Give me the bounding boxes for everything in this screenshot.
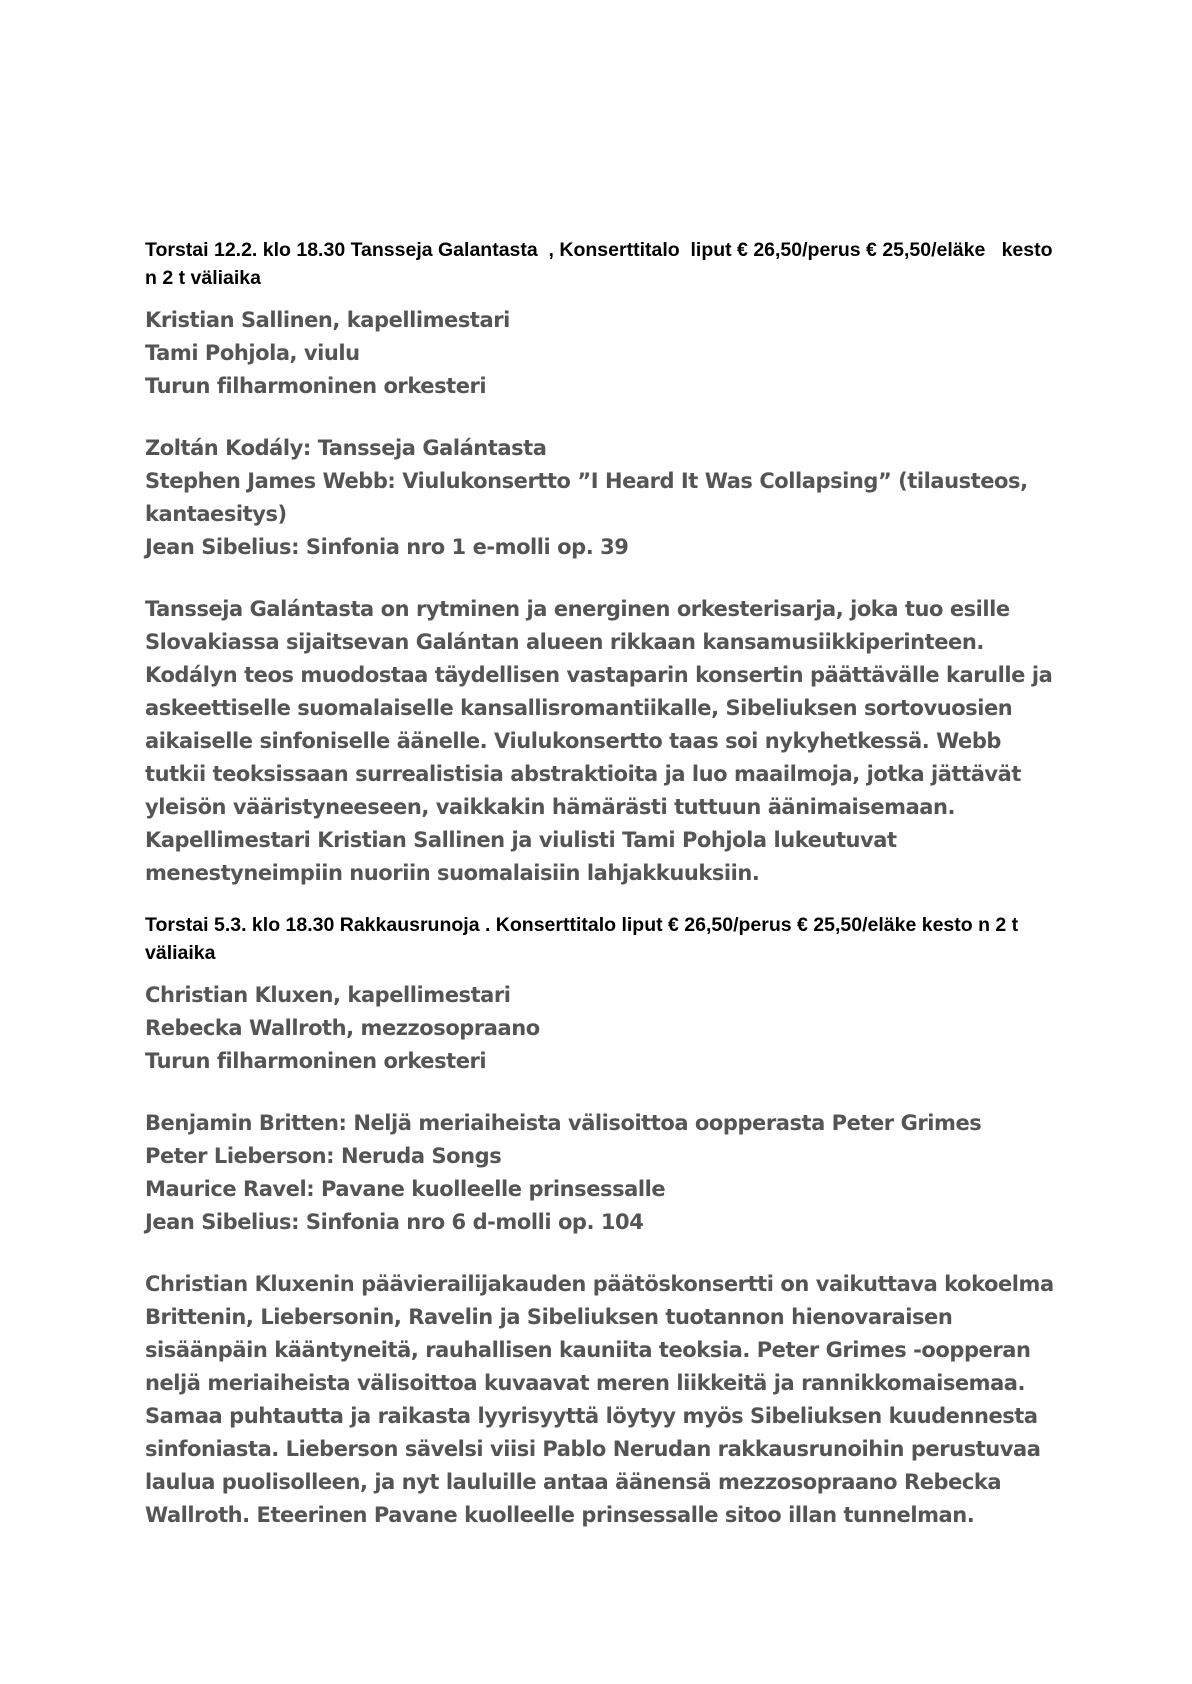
concert-entry-2 xyxy=(145,911,1055,1532)
program-item: Jean Sibelius: Sinfonia nro 6 d-molli op. 104 xyxy=(145,1210,644,1234)
concert-entry-1 xyxy=(145,236,1058,890)
program-list xyxy=(145,1107,1055,1239)
performers-list xyxy=(145,304,1055,403)
program-item: Maurice Ravel: Pavane kuolleelle prinsessalle xyxy=(145,1177,666,1201)
document-page xyxy=(145,236,1058,1532)
program-item: Stephen James Webb: Viulukonsertto ”I Heard It Was Collapsing” (tilausteos, kantaesitys) xyxy=(145,469,1028,526)
performer: Tami Pohjola, viulu xyxy=(145,341,360,365)
program-item: Peter Lieberson: Neruda Songs xyxy=(145,1144,502,1168)
concert-header: Torstai 5.3. klo 18.30 Rakkausrunoja . Konserttitalo liput € 26,50/perus € 25,50/eläke kesto n 2 t väliaika xyxy=(145,914,1024,964)
program-item: Zoltán Kodály: Tansseja Galántasta xyxy=(145,436,547,460)
program-list xyxy=(145,432,1055,564)
performer: Turun filharmoninen orkesteri xyxy=(145,1049,487,1073)
performer: Rebecka Wallroth, mezzosopraano xyxy=(145,1016,540,1040)
performer: Kristian Sallinen, kapellimestari xyxy=(145,308,510,332)
concert-header: Torstai 12.2. klo 18.30 Tansseja Galantasta , Konserttitalo liput € 26,50/perus € 25,50/eläke kesto n 2 t väliaika xyxy=(145,239,1058,289)
performer: Turun filharmoninen orkesteri xyxy=(145,374,487,398)
concert-description: Tansseja Galántasta on rytminen ja energinen orkesterisarja, joka tuo esille Slovakiassa sijaitsevan Galántan alueen rikkaan kansamusiikkiperinteen. Kodályn teos muodostaa täydellisen vastaparin konsertin päättävälle karulle ja askeettiselle suomalaiselle kansallisromantiikalle, Sibeliuksen sortovuosien aikaiselle sinfoniselle äänelle. Viulukonsertto taas soi nykyhetkessä. Webb tutkii teoksissaan surrealistisia abstraktioita ja luo maailmoja, jotka jättävät yleisön vääristyneeseen, vaikkakin hämärästi tuttuun äänimaisemaan. Kapellimestari Kristian Sallinen ja viulisti Tami Pohjola lukeutuvat menestyneimpiin nuoriin suomalaisiin lahjakkuuksiin. xyxy=(145,597,1053,885)
concert-description: Christian Kluxenin päävierailijakauden päätöskonsertti on vaikuttava kokoelma Brittenin, Liebersonin, Ravelin ja Sibeliuksen tuotannon hienovaraisen sisäänpäin kääntyneitä, rauhallisen kauniita teoksia. Peter Grimes -oopperan neljä meriaiheista välisoittoa kuvaavat meren liikkeitä ja rannikkomaisemaa. Samaa puhtautta ja raikasta lyyrisyyttä löytyy myös Sibeliuksen kuudennesta sinfoniasta. Lieberson sävelsi viisi Pablo Nerudan rakkausrunoihin perustuvaa laulua puolisolleen, ja nyt lauluille antaa äänensä mezzosopraano Rebecka Wallroth. Eteerinen Pavane kuolleelle prinsessalle sitoo illan tunnelman. xyxy=(145,1272,1054,1527)
program-item: Benjamin Britten: Neljä meriaiheista välisoittoa oopperasta Peter Grimes xyxy=(145,1111,982,1135)
performers-list xyxy=(145,979,1055,1078)
program-item: Jean Sibelius: Sinfonia nro 1 e-molli op. 39 xyxy=(145,535,629,559)
performer: Christian Kluxen, kapellimestari xyxy=(145,983,511,1007)
